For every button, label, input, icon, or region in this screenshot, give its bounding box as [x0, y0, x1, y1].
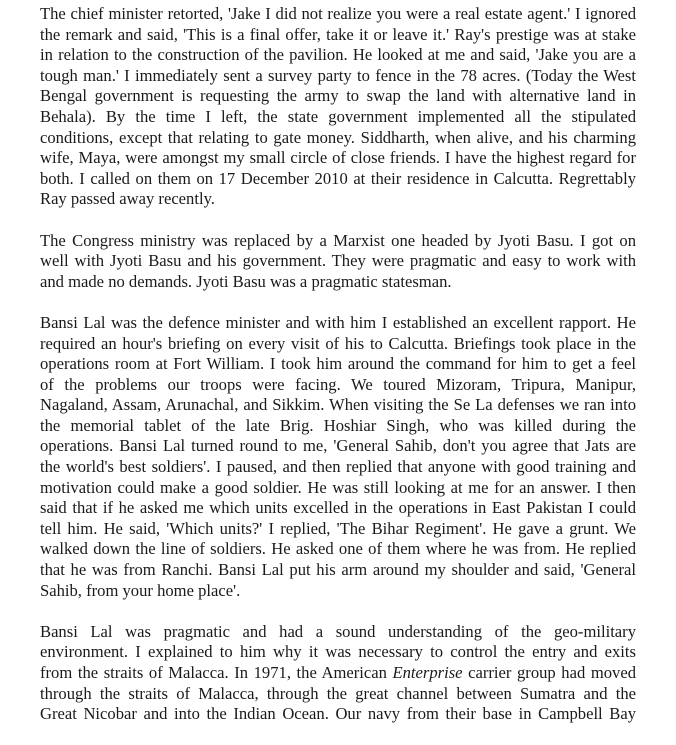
- text-line: Bansi Lal was the defence minister and with him I established an excellent rapport. He: [40, 312, 636, 332]
- text-line: Bansi Lal was pragmatic and had a sound understanding of the geo-military: [40, 621, 636, 641]
- text-line: conditions, except that relating to gate money. Siddharth, when alive, and his charming: [40, 127, 636, 147]
- text-line: operations room at Fort William. I took him around the command for him to get a feel: [40, 354, 636, 374]
- text-line: The Congress ministry was replaced by a Marxist one headed by Jyoti Basu. I got on: [40, 230, 636, 250]
- text-line: both. I called on them on 17 December 2010 at their residence in Calcutta. Regrettably: [40, 168, 636, 188]
- paragraph-1: [40, 4, 636, 210]
- text-line: Great Nicobar and into the Indian Ocean. Our navy from their base in Campbell Bay: [40, 704, 636, 724]
- text-line: Behala). By the time I left, the state government implemented all the stipulated: [40, 106, 636, 126]
- text-run: from the straits of Malacca. In 1971, the American: [40, 663, 393, 682]
- text-line: tell him. He said, 'Which units?' I replied, 'The Bihar Regiment'. He gave a grunt. We: [40, 518, 636, 538]
- text-line: the world's best soldiers'. I paused, and then replied that anyone with good training and: [40, 457, 636, 477]
- text-line: that he was from Ranchi. Bansi Lal put his arm around my shoulder and said, 'General: [40, 560, 636, 580]
- text-line: said that if he asked me which units excelled in the operations in East Pakistan I could: [40, 498, 636, 518]
- text-line: wife, Maya, were amongst my small circle of close friends. I have the highest regard for: [40, 148, 636, 168]
- text-line: through the straits of Malacca, through the great channel between Sumatra and the: [40, 683, 636, 703]
- text-line: Ray passed away recently.: [40, 189, 215, 209]
- text-line: walked down the line of soldiers. He asked one of them where he was from. He replied: [40, 539, 636, 559]
- text-line: and made no demands. Jyoti Basu was a pragmatic statesman.: [40, 271, 452, 291]
- paragraph-2: [40, 231, 636, 293]
- text-line: in relation to the construction of the pavilion. He looked at me and said, 'Jake you are a: [40, 45, 636, 65]
- text-line: [40, 663, 636, 684]
- paragraph-4: [40, 622, 636, 725]
- text-line: the remark and said, 'This is a final offer, take it or leave it.' Ray's prestige was at stake: [40, 24, 636, 44]
- text-line: well with Jyoti Basu and his government. They were pragmatic and easy to work with: [40, 251, 636, 271]
- text-run: carrier group had moved: [462, 663, 636, 682]
- ship-name-italic: Enterprise: [392, 663, 463, 682]
- text-line: of the problems our troops were facing. We toured Mizoram, Tripura, Manipur,: [40, 374, 636, 394]
- document-page: [40, 4, 636, 745]
- text-line: the memorial tablet of the late Brig. Hoshiar Singh, who was killed during the: [40, 415, 636, 435]
- text-line: Nagaland, Assam, Arunachal, and Sikkim. When visiting the Se La defenses we ran into: [40, 395, 636, 415]
- text-line: required an hour's briefing on every visit of his to Calcutta. Briefings took place in the: [40, 333, 636, 353]
- paragraph-3: [40, 313, 636, 601]
- text-line: motivation could make a good soldier. He was still looking at me for an answer. I then: [40, 477, 636, 497]
- text-line: tough man.' I immediately sent a survey party to fence in the 78 acres. (Today the West: [40, 65, 636, 85]
- text-line: Sahib, from your home place'.: [40, 580, 241, 600]
- text-line: operations. Bansi Lal turned round to me, 'General Sahib, don't you agree that Jats are: [40, 436, 636, 456]
- text-line: Bengal government is requesting the army to swap the land with alternative land in: [40, 86, 636, 106]
- text-line: The chief minister retorted, 'Jake I did not realize you were a real estate agent.' I ignored: [40, 4, 636, 23]
- text-line: environment. I explained to him why it was necessary to control the entry and exits: [40, 642, 636, 662]
